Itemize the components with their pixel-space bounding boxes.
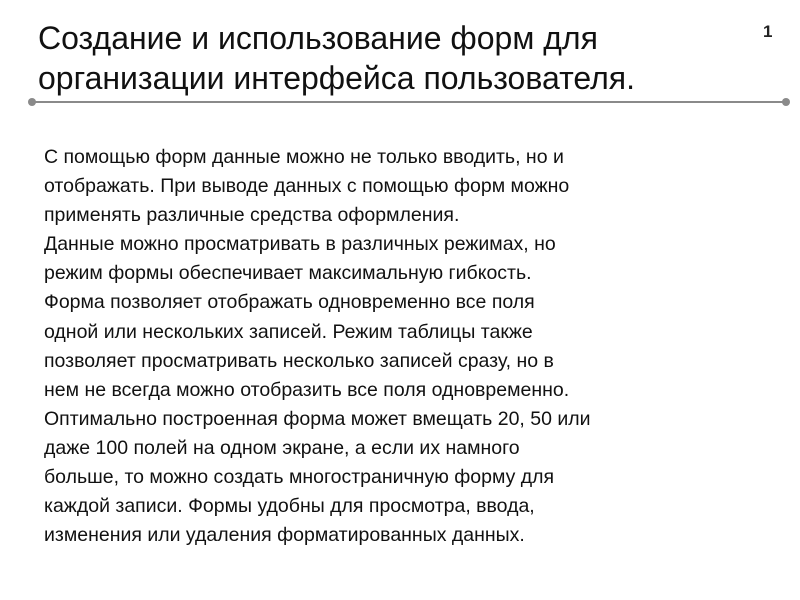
title-rule-right-dot (782, 98, 790, 106)
body-line: Данные можно просматривать в различных режимах, но (44, 233, 556, 256)
body-line: одной или нескольких записей. Режим таблицы также (44, 320, 533, 343)
body-line: изменения или удаления форматированных данных. (44, 524, 525, 547)
body-line: даже 100 полей на одном экране, а если их намного (44, 436, 520, 459)
body-line: позволяет просматривать несколько записей сразу, но в (44, 349, 554, 372)
title-divider-rule (32, 101, 786, 103)
body-line: С помощью форм данные можно не только вводить, но и (44, 146, 564, 168)
slide-title-line: организации интерфейса пользователя. (38, 60, 635, 96)
body-line: отображать. При выводе данных с помощью форм можно (44, 175, 570, 198)
slide-number: 1 (763, 22, 773, 41)
body-line: применять различные средства оформления. (44, 204, 460, 227)
slide-title-line: Создание и использование форм для (38, 20, 598, 56)
body-line: нем не всегда можно отобразить все поля одновременно. (44, 378, 570, 401)
body-line: больше, то можно создать многостраничную форму для (44, 466, 555, 489)
slide-body-text (44, 143, 774, 550)
body-line: Форма позволяет отображать одновременно все поля (44, 291, 535, 314)
slide-title (38, 18, 738, 98)
body-line: каждой записи. Формы удобны для просмотра, ввода, (44, 495, 535, 518)
body-line: Оптимально построенная форма может вмещать 20, 50 или (44, 407, 591, 430)
body-line: режим формы обеспечивает максимальную гибкость. (44, 262, 532, 285)
